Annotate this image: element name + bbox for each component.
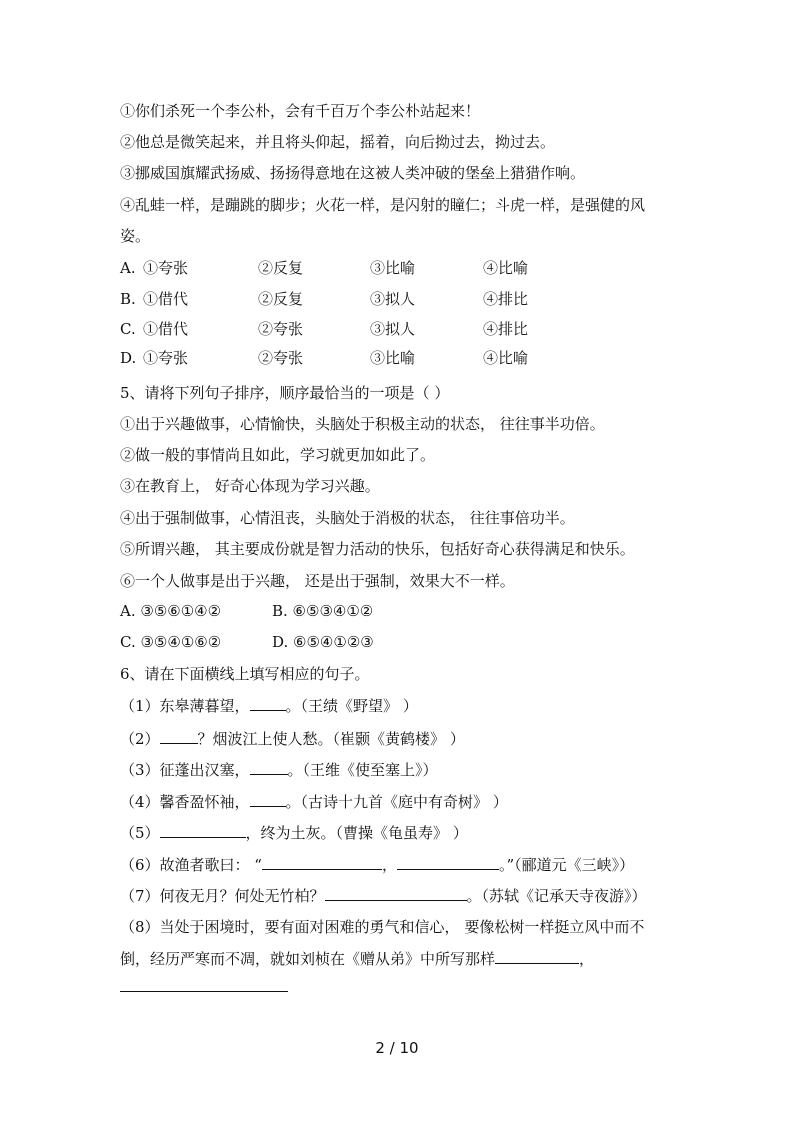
- option-choice: ④比喻: [483, 349, 529, 367]
- item-text: 倒，经历严寒而不凋，就如刘桢在《赠从弟》中所写那样: [120, 950, 496, 968]
- answer-blank[interactable]: [397, 854, 499, 870]
- q5-title: 5、请将下列句子排序，顺序最恰当的一项是（ ）: [120, 384, 450, 402]
- item-text: （5）: [120, 824, 160, 842]
- q6-item-8-line-1: （8）当处于困境时，要有面对困难的勇气和信心， 要像松树一样挺立风中而不: [120, 918, 645, 936]
- q5-sentence-4: ④出于强制做事，心情沮丧，头脑处于消极的状态， 往往事倍功半。: [120, 509, 575, 527]
- answer-blank[interactable]: [250, 759, 288, 775]
- option-choice: ④排比: [483, 290, 529, 308]
- item-text: ，: [381, 856, 397, 874]
- answer-blank[interactable]: [325, 885, 467, 901]
- q5-option-a: A. ③⑤⑥①④②: [120, 602, 222, 620]
- q5-sentence-1: ①出于兴趣做事，心情愉快，头脑处于积极主动的状态， 往往事半功倍。: [120, 415, 605, 433]
- q5-option-d: D. ⑥⑤④①②③: [272, 633, 374, 651]
- q4-sentence-4-cont: 姿。: [120, 227, 151, 245]
- q6-item-8-line-3: [120, 976, 288, 997]
- q5-sentence-5: ⑤所谓兴趣， 其主要成份就是智力活动的快乐，包括好奇心获得满足和快乐。: [120, 540, 635, 558]
- option-choice: ④排比: [483, 320, 529, 338]
- item-text: （1）东皋薄暮望，: [120, 697, 250, 715]
- item-text: 。（苏轼《记承天寺夜游》）: [466, 887, 647, 905]
- q5-sentence-2: ②做一般的事情尚且如此，学习就更加如此了。: [120, 446, 436, 464]
- option-label: D.: [120, 349, 137, 367]
- q4-sentence-4: ④乱蛙一样，是蹦跳的脚步；火花一样，是闪射的瞳仁；斗虎一样，是强健的风: [120, 196, 646, 214]
- q4-sentence-1: ①你们杀死一个李公朴，会有千百万个李公朴站起来！: [120, 102, 481, 120]
- option-choice: ③拟人: [370, 290, 416, 308]
- item-text: ，: [579, 950, 595, 968]
- item-text: （4）馨香盈怀袖，: [120, 793, 250, 811]
- item-text: ，终为土灰。（曹操《龟虽寿》 ）: [245, 824, 468, 842]
- option-choice: ①借代: [143, 290, 189, 308]
- item-text: ？烟波江上使人愁。（崔颢《黄鹤楼》 ）: [197, 730, 465, 748]
- answer-blank[interactable]: [495, 948, 579, 964]
- q6-item-1: [120, 695, 418, 716]
- page-number: 2 / 10: [375, 1039, 419, 1057]
- option-choice: ②反复: [258, 290, 304, 308]
- item-text: （3）征蓬出汉塞，: [120, 761, 250, 779]
- option-choice: ②反复: [258, 259, 304, 277]
- option-choice: ①夸张: [143, 349, 189, 367]
- q6-item-8-line-2: [120, 948, 594, 969]
- item-text: 。（古诗十九首《庭中有奇树》 ）: [285, 793, 508, 811]
- item-text: （6）故渔者歌曰： “: [120, 856, 262, 874]
- item-text: 。（王绩《野望》 ）: [285, 697, 418, 715]
- option-choice: ②夸张: [258, 320, 304, 338]
- q6-item-3: [120, 759, 438, 780]
- option-choice: ③拟人: [370, 320, 416, 338]
- q4-sentence-2: ②他总是微笑起来，并且将头仰起，摇着，向后拗过去，拗过去。: [120, 133, 556, 151]
- option-choice: ①夸张: [143, 259, 189, 277]
- answer-blank[interactable]: [160, 822, 246, 838]
- q6-title: 6、请在下面横线上填写相应的句子。: [120, 665, 370, 683]
- option-label: B.: [120, 290, 136, 308]
- q5-option-b: B. ⑥⑤③④①②: [272, 602, 374, 620]
- answer-blank[interactable]: [250, 791, 286, 807]
- item-text: （7）何夜无月？何处无竹柏？: [120, 887, 325, 905]
- item-text: （2）: [120, 730, 160, 748]
- q6-item-7: [120, 885, 647, 906]
- q6-item-4: [120, 791, 508, 812]
- option-choice: ③比喻: [370, 349, 416, 367]
- q5-sentence-6: ⑥一个人做事是出于兴趣， 还是出于强制，效果大不一样。: [120, 572, 515, 590]
- option-choice: ④比喻: [483, 259, 529, 277]
- option-choice: ①借代: [143, 320, 189, 338]
- q6-item-2: [120, 728, 465, 749]
- q5-sentence-3: ③在教育上， 好奇心体现为学习兴趣。: [120, 477, 380, 495]
- q6-item-5: [120, 822, 468, 843]
- option-label: A.: [120, 259, 136, 277]
- answer-blank[interactable]: [160, 728, 198, 744]
- option-choice: ②夸张: [258, 349, 304, 367]
- q6-item-6: [120, 854, 634, 875]
- item-text: 。（王维《使至塞上》）: [287, 761, 438, 779]
- item-text: 。”（郦道元《三峡》）: [499, 856, 635, 874]
- answer-blank[interactable]: [262, 854, 382, 870]
- option-label: C.: [120, 320, 136, 338]
- q5-option-c: C. ③⑤④①⑥②: [120, 633, 222, 651]
- answer-blank[interactable]: [120, 976, 288, 992]
- option-choice: ③比喻: [370, 259, 416, 277]
- answer-blank[interactable]: [250, 695, 286, 711]
- q4-sentence-3: ③挪威国旗耀武扬威、扬扬得意地在这被人类冲破的堡垒上猎猎作响。: [120, 164, 586, 182]
